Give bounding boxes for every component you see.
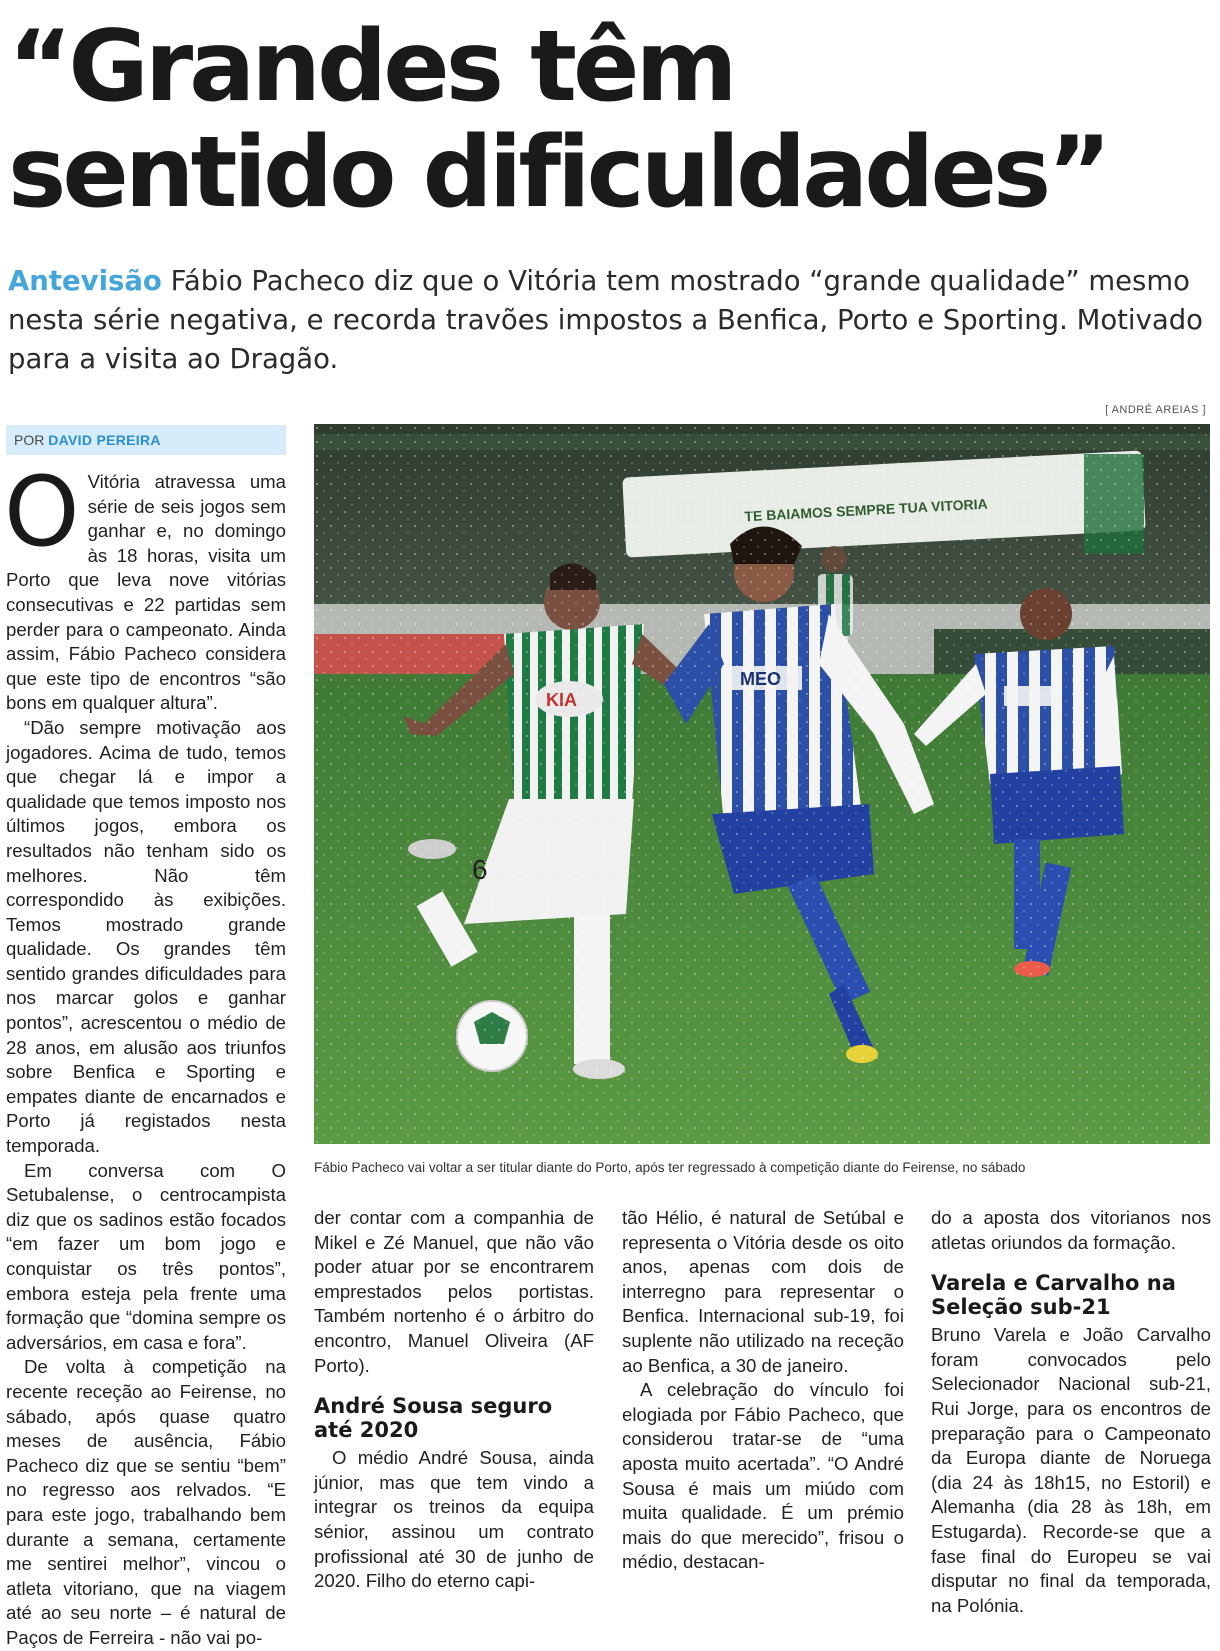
article-paragraph: De volta à competição na recente receção ao Feirense, no sábado, após quase quatro meses de ausência, Fábio Pacheco diz que se sentiu “bem” no regresso aos relvados. “E para este jogo, trabalhando bem durante a semana, certamente me sentirei melhor”, vincou o atleta vitoriano, que na viagem até ao seu norte – é natural de Paços de Ferreira - não vai po-	[6, 1356, 286, 1648]
article-paragraph-continued: do a aposta dos vitorianos nos atletas oriundos da formação.	[931, 1207, 1211, 1253]
article-paragraph-continued: der contar com a companhia de Mikel e Zé Manuel, que não vão poder atuar por se encontrarem emprestados pelos portistas. Também nortenho é o árbitro do encontro, Manuel Oliveira (AF Porto).	[314, 1207, 594, 1376]
article-paragraph: Em conversa com O Setubalense, o centrocampista diz que os sadinos estão focados “em fazer um bom jogo e conquistar os três pontos”, embora esteja pela frente uma formação que “domina sempre os adversários, em casa e fora”.	[6, 1159, 286, 1353]
football-scene-illustration	[314, 424, 1210, 1144]
rain-overlay	[314, 424, 1210, 1144]
byline	[6, 425, 286, 455]
article-paragraph: O médio André Sousa, ainda júnior, mas que tem vindo a integrar os treinos da equipa sénior, assinou um contrato profissional até 30 de junho de 2020. Filho do eterno capi-	[314, 1447, 594, 1592]
article-column-3	[622, 1206, 904, 1575]
subhead-varela-carvalho: Varela e Carvalho na Seleção sub-21	[931, 1271, 1176, 1320]
lead-paragraph	[8, 262, 1208, 379]
lead-kicker: Antevisão	[8, 265, 162, 297]
drop-cap: O	[4, 456, 80, 568]
photo-credit: [ ANDRÉ AREIAS ]	[1105, 404, 1206, 416]
article-column-1	[4, 456, 286, 1651]
photo-caption: Fábio Pacheco vai voltar a ser titular diante do Porto, após ter regressado à competição diante do Feirense, no sábado	[314, 1160, 1026, 1175]
paragraph-1-text: Vitória atravessa uma série de seis jogos sem ganhar e, no domingo às 18 horas, visita um Porto que leva nove vitórias consecutivas e 22 partidas sem perder para o campeonato. Ainda assim, Fábio Pacheco considera que este tipo de encontros “são bons em qualquer altura”.	[6, 471, 286, 714]
headline-line-1: “Grandes têm	[8, 10, 734, 124]
article-paragraph	[4, 456, 286, 716]
byline-author: DAVID PEREIRA	[48, 432, 161, 448]
article-photo	[314, 424, 1210, 1144]
subhead-andre-sousa: André Sousa seguro até 2020	[314, 1394, 553, 1443]
headline-line-2: sentido dificuldades”	[8, 116, 1108, 230]
article-paragraph: Bruno Varela e João Carvalho foram convocados pelo Selecionador Nacional sub-21, Rui Jorge, para os encontros de preparação para o Campeonato da Europa diante de Noruega (dia 24 às 18h15, no Estoril) e Alemanha (dia 28 às 18h, em Estugarda). Recorde-se que a fase final do Europeu se vai disputar no final da temporada, na Polónia.	[931, 1324, 1211, 1616]
byline-prefix: POR	[14, 432, 45, 448]
article-paragraph: “Dão sempre motivação aos jogadores. Acima de tudo, temos que chegar lá e impor a qualidade que temos imposto nos últimos jogos, embora os resultados não tenham sido os melhores. Não têm correspondido às exibições. Temos mostrado grande qualidade. Os grandes têm sentido grandes dificuldades para nos marcar golos e ganhar pontos”, acrescentou o médio de 28 anos, em alusão aos triunfos sobre Benfica e Sporting e empates diante de encarnados e Porto já registados nesta temporada.	[6, 716, 286, 1157]
article-paragraph: A celebração do vínculo foi elogiada por Fábio Pacheco, que considerou tratar-se de “uma aposta muito acertada”. “O André Sousa é mais um miúdo com muita qualidade. É um prémio mais do que merecido”, frisou o médio, destacan-	[622, 1379, 904, 1573]
article-paragraph-continued: tão Hélio, é natural de Setúbal e representa o Vitória desde os oito anos, apenas com dois de interregno para representar o Benfica. Internacional sub-19, foi suplente não utilizado na receção ao Benfica, a 30 de janeiro.	[622, 1207, 904, 1376]
article-column-4	[931, 1206, 1211, 1618]
headline	[8, 10, 1213, 230]
article-column-2	[314, 1206, 594, 1594]
lead-text: Fábio Pacheco diz que o Vitória tem mostrado “grande qualidade” mesmo nesta série negativa, e recorda travões impostos a Benfica, Porto e Sporting. Motivado para a visita ao Dragão.	[8, 265, 1203, 375]
